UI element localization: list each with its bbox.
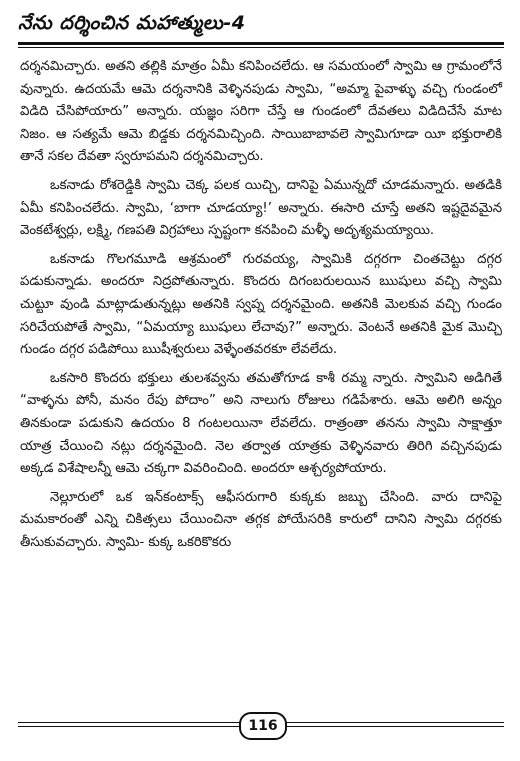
header-rule-thick <box>18 42 504 45</box>
paragraph: దర్శనమిచ్చారు. అతని తల్లికి మాత్రం ఏమీ కనిపించలేదు. ఆ సమయంలో స్వామి ఆ గ్రామంలోనే వున్నారు. ఉదయమే ఆమె దర్శనానికి వెళ్ళినపుడు స్వామి, “అమ్మా పైవాళ్ళు వచ్చి గుండంలో విడిది చేసిపోయారు” అన్నారు. యజ్ఞం సరిగా చేస్తే ఆ గుండంలో దేవతలు విడిదిచేసే మాట నిజం. ఆ సత్యమే ఆమె బిడ్డకు దర్శనమిచ్చింది. సాయిబాబావలె స్వామిగూడా యీ భక్తురాలికి తానే సకల దేవతా స్వరూపమని దర్శనమిచ్చారు. <box>20 59 502 165</box>
paragraph: ఒకనాడు రోశరెడ్డికి స్వామి చెక్క పలక యిచ్చి, దానిపై ఏమున్నదో చూడమన్నారు. అతడికి ఏమీ కనిపించలేదు. స్వామి, ‘బాగా చూడయ్యా!’ అన్నారు. ఈసారి చూస్తే అతని ఇష్టదైవమైన వెంకటేశ్వర్లు, లక్ష్మి, గణపతి విగ్రహాలు స్పష్టంగా కనపించి మళ్ళీ అదృశ్యమయ్యాయి. <box>20 177 502 239</box>
header-rule-thin <box>18 47 504 48</box>
page-number: 116 <box>239 712 287 740</box>
paragraph: నెల్లూరులో ఒక ఇన్‌కంటాక్స్ ఆఫీసరుగారి కుక్కకు జబ్బు చేసింది. వారు దానిపై మమకారంతో ఎన్ని చికిత్సలు చేయించినా తగ్గక పోయేసరికి కారులో దానిని స్వామి దగ్గరకు తీసుకువచ్చారు. స్వామి- కుక్క ఒకరికొకరు <box>20 489 502 550</box>
page-title: నేను దర్శించిన మహాత్ములు-4 <box>18 12 246 34</box>
paragraph: ఒకసారి కొందరు భక్తులు తులశవ్వను తమతోగూడ కాశీ రమ్మ న్నారు. స్వామిని అడిగితే “వాళ్ళను పోనీ, మనం రేపు పోదాం” అని నాలుగు రోజులు గడిపేశారు. ఆమె అలిగి అన్నం తినకుండా పడుకుని ఉదయం 8 గంటలయినా లేవలేదు. రాత్రంతా తనను స్వామి సాక్షాత్తూ యాత్ర చేయించి నట్లు దర్శనమైంది. నెల తర్వాత యాత్రకు వెళ్ళినవారు తిరిగి వచ్చినపుడు అక్కడ విశేషాలన్నీ ఆమె చక్కగా వివరించింది. అందరూ ఆశ్చర్యపోయారు. <box>20 370 502 477</box>
page-footer <box>18 712 504 742</box>
paragraph: ఒకనాడు గొలగమూడి ఆశ్రమంలో గురవయ్య, స్వామికి దగ్గరగా చింతచెట్టు దగ్గర పడుకున్నాడు. అందరూ నిద్రపోతున్నారు. కొందరు దిగంబరులయిన ఋషులు వచ్చి స్వామి చుట్టూ వుండి మాట్లాడుతున్నట్లు అతనికి స్వప్న దర్శనమైంది. అతనికి మెలకువ వచ్చి గుండం సరిచేయపోతే స్వామి, “ఏమయ్యా ఋషులు లేచావు?” అన్నారు. వెంటనే అతనికి మైక మొచ్చి గుండం దగ్గర పడిపోయి ఋషీశ్వరులు వెళ్ళేంతవరకూ లేవలేదు. <box>20 251 502 358</box>
body-text <box>20 56 502 560</box>
running-header <box>18 10 504 42</box>
